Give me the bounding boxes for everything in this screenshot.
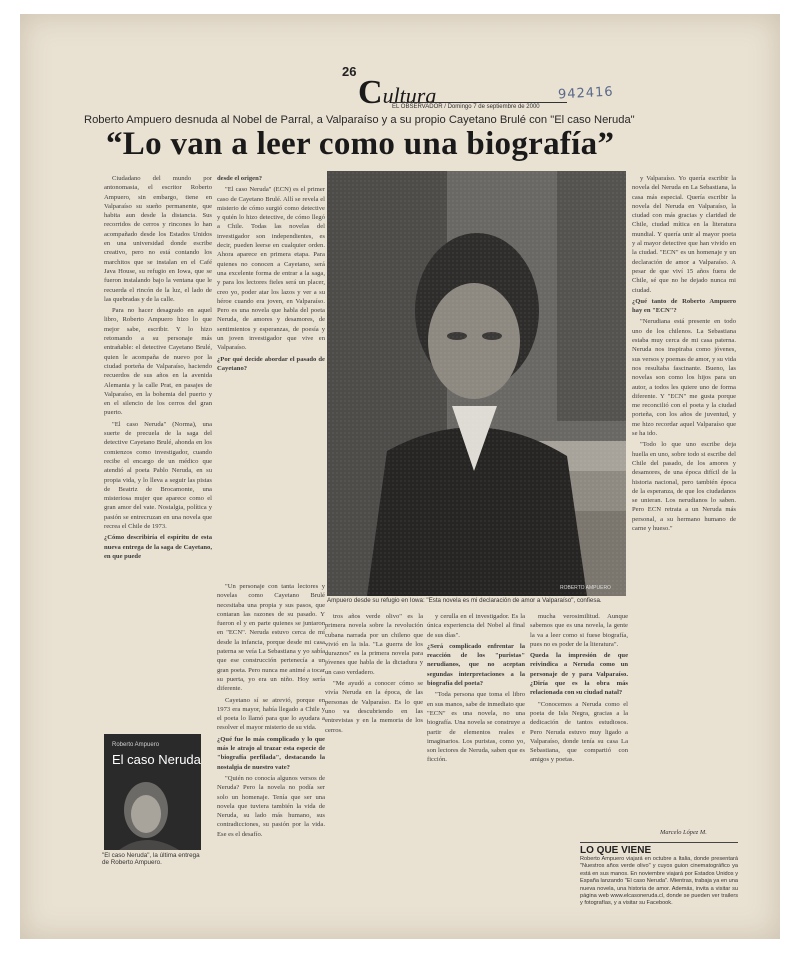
archive-note: 942416 [557,84,614,103]
author-photo [327,171,626,596]
paragraph: "Un personaje con tanta lectores y novelas como Cayetano Brulé necesitaba una propia y sus pasos, que contaran las razones de su pasado. Y fueron el y en parte quienes se juntaron en "ECN". Neruda estuvo cerca de mí desde la infancia, porque desde mi casa paterna se veía La Sebastiana y yo sabía que ese construcción pertenecía a un gran poeta. Pero nunca me animé a tocar su puerta, yo era un niño. Hoy sería diferente. [217,583,325,693]
paragraph: "Todo lo que uno escribe deja huella en uno, sobre todo si escribe del Chile del pasado, de los amores y desamores, de una época difícil de la historia nacional, pero también época de la esperanza, de que los ciudadanos se unieran. Los nerudianos lo saben. Pero ECN retrata a un Neruda más personal, a su hermano humano de carne y hueso." [632,441,736,532]
book-caption: "El caso Neruda", la última entrega de Roberto Ampuero. [102,852,200,866]
paragraph: Ciudadano del mundo por antonomasia, el escritor Roberto Ampuero, sin embargo, tiene en Valparaíso su sueño permanente, que habita aun desde la distancia. Sus recorridos de cerros y rincones lo han acompañado desde los Estados Unidos en una universidad donde escribe creativo, pero no está contando los marchitos que se instalan en el Café Java House, su refugio en Iowa, que se fueron instalando bajo la ventana que le recuerda el rincón de la luz, el lado de las quebradas y de la calle. [104,175,212,303]
paragraph: y Valparaíso. Yo quería escribir la novela del Neruda en La Sebastiana, la casa más especial. Quería escribir la novela del Neruda en Valparaíso, la ciudad con más gracias y claridad de Chile, ciudad mítica en la literatura mundial. Y quería unir al mayor poeta y al mayor detective que han vivido en la ciudad. "ECN" es un homenaje y un declaración de amor a Valparaíso. A pesar de que viví 15 años fuera de Chile, sé que no he dejado nunca mi ciudad. [632,175,736,294]
paragraph: "Nerudiana está presente en todo uno de los chilenos. La Sebastiana estaba muy cerca de mi casa paterna. Neruda nos inspiraba como jóvenes, sus versos y poemas de amor, y su vida nos resultaba fascinante. Bueno, las novelas son como los hijos para un autor, a todos les quiere uno de forma diferente. Y "ECN" me gusta porque me reconcilió con el poeta y la ciudad porteña, con los años de juventud, y me hizo recordar aquel Valparaíso que se ha ido. [632,318,736,438]
box-title: LO QUE VIENE [580,845,652,856]
newspaper-page [20,14,780,939]
paragraph: "Quién no conocía algunos versos de Neruda? Pero la novela no podía ser solo un homenaje. Tenía que ser una novela que tuviera también la vida de Neruda, su lado más humano, sus contradicciones, su pasión por la vida. Ese es el desafío. [217,774,325,838]
subheadline: Roberto Ampuero desnuda al Nobel de Parral, a Valparaíso y a su propio Cayetano Brulé con "El caso Neruda" [84,114,635,126]
interview-question: ¿Será complicado enfrentar la reacción de los "puristas" nerudianos, que no aceptan segundas interpretaciones a la biografía del poeta? [427,642,525,688]
article-column-2b [217,582,325,900]
article-column-5 [530,612,628,826]
article-column-6 [632,174,736,826]
book-title: El caso Neruda [112,752,201,767]
book-author: Roberto Ampuero [112,742,160,748]
headline: “Lo van a leer como una biografía” [106,126,615,162]
publication-date: EL OBSERVADOR / Domingo 7 de septiembre de 2000 [392,104,540,110]
book-cover-portrait [104,770,201,850]
paragraph: y cerulla en el investigador. Es la única experiencia del Nobel al final de sus días". [427,613,525,639]
section-initial: C [358,74,383,111]
paragraph: tros años verde olivo" es la primera novela sobre la revolución cubana narrada por un chileno que vivió en la isla. "La guerra de los duraznos" es la primera novela para jóvenes que habla de la dictadura y un caso verdadero. [325,613,423,676]
article-column-2 [217,174,325,574]
paragraph: Cayetano sí se atrevió, porque en 1973 era mayor, había llegado a Chile y el poeta lo llamó para que lo ayudara a resolver el mayor misterio de su vida. [217,696,325,732]
section-title-rest: ultura [382,83,437,108]
photo-credit: ROBERTO AMPUERO [560,585,611,591]
sidebar-box [580,842,738,907]
interview-question: ¿Cómo describiría el espíritu de esta nueva entrega de la saga de Cayetano, en que puede [104,534,212,560]
paragraph: "Me ayudó a conocer cómo se vivía Neruda en la época, de las personas de Valparaíso. Es lo que uno va descubriendo en las entrevistas y en la memoria de los cerros. [325,680,423,734]
article-column-1 [104,174,212,734]
interview-question: desde el origen? [217,175,263,182]
box-text: Roberto Ampuero viajará en octubre a Italia, donde presentará "Nuestros años verde olivo" y cuyos guion cinematográfico ya está en sus manos. En noviembre viajará por Estados Unidos y España lanzando "El caso Neruda". Mientras, trabaja ya en una nueva novela, una historia de amor. Además, invita a visitar su página web www.elcasoneruda.cl, donde se pueden ver trailers y fotografías, y a visitar su Facebook. [580,856,738,907]
paragraph: "Toda persona que toma el libro en sus manos, sabe de inmediato que "ECN" es una novela, no una biografía. Una novela se construye a partir de elementos reales e imaginarios. Los puristas, como yo, son lectores de Neruda, saben que es ficción. [427,691,525,764]
paragraph: "El caso Neruda" (Norma), una suerte de precuela de la saga del detective Cayetano Brulé, ahonda en los comienzos como investigador, cuando recibe el encargo de un médico que atendió al poeta Pablo Neruda, en su propia vida, y lo lleva a seguir las pistas de Beatriz de Brocamonte, una misteriosa mujer que aparece como el gran amor del vate. Nostalgia, política y pasión se entrecruzan en una novela que recrea el Chile de 1973. [104,420,212,530]
box-rule [580,842,738,843]
masthead-rule [392,102,567,103]
article-column-3 [325,612,423,900]
author-photo-image [327,171,626,596]
photo-caption: Ampuero desde su refugio en Iowa: "Esta novela es mi declaración de amor a Valparaíso", confiesa. [327,597,602,604]
paragraph: "Conocemos a Neruda como el poeta de Isla Negra, gracias a la dedicación de tantos estudiosos. Pero Neruda estuvo muy ligado a Valparaíso, donde tenía su casa La Sebastiana, que compartió con amigos y poetas. [530,700,628,764]
paragraph: "El caso Neruda" (ECN) es el primer caso de Cayetano Brulé. Allí se revela el misterio de cómo surgió como detective y quién lo hizo detective, de cómo llegó a Chile. Todas las novelas del investigador son independientes, es decir, pueden leerse en cualquier orden. Ahora aparece en primera etapa. Para quienes no conocen a Cayetano, será una excelente forma de entrar a la saga, y para los lectores fieles será un placer, creo yo, poder atar los lazos y ver a su héroe cuando era joven, en Valparaíso. Pero es una novela que habla del poeta Neruda, de amores y desamores, de sentimientos y esperanzas, de poesía y un joven investigador que vive en Valparaíso. [217,186,325,352]
paragraph: mucha verosimilitud. Aunque sabemos que es una novela, la gente la va a leer como si fuese biografía, pues no es poder de la literatura". [530,613,628,648]
interview-question: Queda la impresión de que reivindica a Neruda como un personaje de y para Valparaíso. ¿Diría que es la obra más relacionada con su ciudad natal? [530,652,628,697]
byline: Marcelo López M. [660,829,707,836]
page-number: 26 [342,64,357,79]
paragraph: Para no hacer desagrado en aquel libro, Roberto Ampuero hizo lo que mejor sabe, escribir. Y lo hizo retomando a su personaje más entrañable: el detective Cayetano Brulé, quien le acompaña de nuevo por la ciudad porteña de Valparaíso, haciendo recuerdos de sus años en la avenida Alemania y la calle Prat, en pasajes de Valparaíso, en la bohemia del puerto y en el silencio de los cerros del gran puerto. [104,307,212,417]
article-column-4 [427,612,525,900]
interview-question: ¿Qué tanto de Roberto Ampuero hay en "ECN"? [632,297,736,315]
interview-question: ¿Qué fue lo más complicado y lo que más le atrajo al trazar esta especie de "biografía perfilada", destacando la nostalgia de nuestro vate? [217,735,325,771]
interview-question: ¿Por qué decide abordar el pasado de Cayetano? [217,355,325,372]
book-cover-image [104,734,201,850]
